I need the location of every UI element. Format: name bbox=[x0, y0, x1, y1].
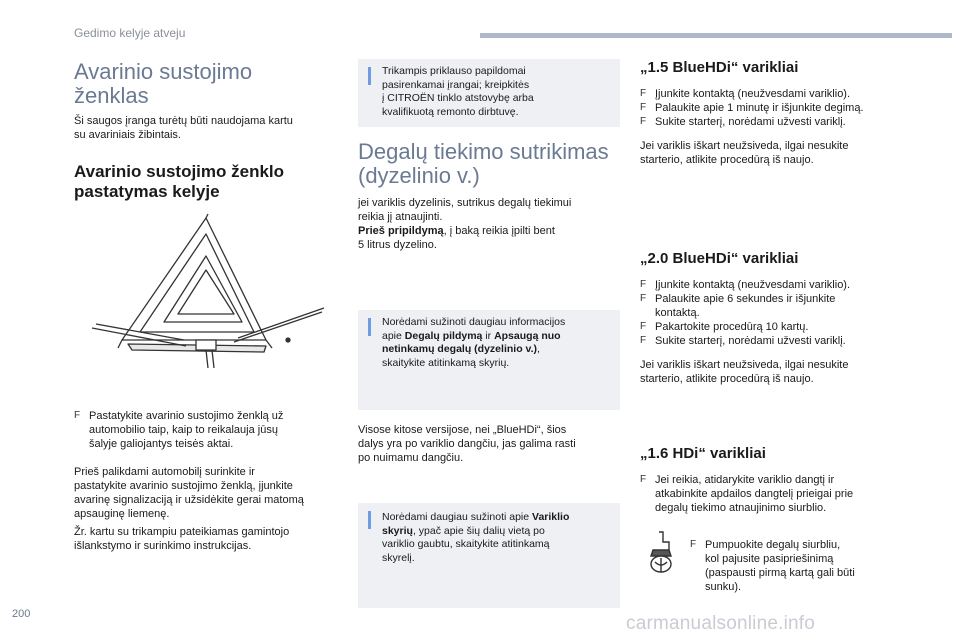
pump-hand-icon bbox=[643, 530, 679, 576]
paragraph-other-versions: Visose kitose versijose, nei „BlueHDi“, šios dalys yra po variklio dangčiu, jas galima rasti po nuimamu dangčiu. bbox=[358, 424, 576, 464]
fuel-supply-text: jei variklis dyzelinis, sutrikus degalų tiekimui reikia jį atnaujinti. Prieš pripildymą, į baką reikia įpilti bent 5 litrus dyzelino. bbox=[358, 197, 572, 251]
paragraph-before-leaving: Prieš palikdami automobilį surinkite ir pastatykite avarinio sustojimo ženklą, įjunkite avarinę signalizaciją ir užsidėkite gerai matomą apsauginę liemenę. bbox=[74, 466, 304, 520]
running-header: Gedimo kelyje atveju bbox=[74, 26, 186, 40]
note-marker bbox=[368, 511, 371, 529]
note-engine-compartment: Norėdami daugiau sužinoti apie Variklio skyrių, ypač apie šių dalių vietą po variklio gaubtu, skaitykite atitinkamą skyrelį. bbox=[358, 503, 620, 608]
section-title-warning-triangle: Avarinio sustojimo ženklas bbox=[74, 59, 253, 108]
list-20-bluehdi: F Įjunkite kontaktą (neužvesdami variklio). F Palaukite apie 6 sekundes ir išjunkite kontaktą. F Pakartokite procedūrą 10 kartų. F Sukite starterį, norėdami užvesti variklį. bbox=[640, 279, 851, 347]
note-refuelling: Norėdami sužinoti daugiau informacijos apie Degalų pildymą ir Apsaugą nuo netinkamų degalų (dyzelinio v.), skaitykite atitinkamą skyrių. bbox=[358, 310, 620, 410]
bullet-marker: F bbox=[74, 410, 81, 421]
heading-16-hdi: „1.6 HDi“ varikliai bbox=[640, 445, 766, 462]
intro-text: Ši saugos įranga turėtų būti naudojama kartu su avariniais žibintais. bbox=[74, 115, 293, 141]
note-optional-equipment: Trikampis priklauso papildomai pasirenkamai įrangai; kreipkitės į CITROËN tinklo atstovybę arba kvalifikuotą remonto dirbtuvę. bbox=[358, 59, 620, 127]
header-rule bbox=[480, 33, 952, 38]
subtitle-placing-triangle: Avarinio sustojimo ženklo pastatymas kelyje bbox=[74, 162, 285, 201]
triangle-bullet: F Pastatykite avarinio sustojimo ženklą už automobilio taip, kaip to reikalauja jūsų šalyje galiojantys teisės aktai. bbox=[74, 410, 284, 450]
heading-20-bluehdi: „2.0 BlueHDi“ varikliai bbox=[640, 250, 799, 267]
pump-instruction: F Pumpuokite degalų siurbliu, kol pajusite pasipriešinimą (paspausti pirmą kartą gali būti sunku). bbox=[690, 539, 855, 593]
paragraph-see-instructions: Žr. kartu su trikampiu pateikiamas gamintojo išlankstymo ir surinkimo instrukcijas. bbox=[74, 526, 290, 552]
para-15-bluehdi: Jei variklis iškart neužsiveda, ilgai nesukite starterio, atlikite procedūrą iš naujo. bbox=[640, 140, 849, 166]
list-16-hdi: F Jei reikia, atidarykite variklio dangtį ir atkabinkite apdailos dangtelį prieigai prie degalų tiekimo atnaujinimo siurblio. bbox=[640, 474, 854, 514]
warning-triangle-illustration bbox=[88, 212, 330, 372]
watermark: carmanualsonline.info bbox=[626, 613, 816, 634]
note-marker bbox=[368, 318, 371, 336]
para-20-bluehdi: Jei variklis iškart neužsiveda, ilgai nesukite starterio, atlikite procedūrą iš naujo. bbox=[640, 359, 849, 385]
list-15-bluehdi: F Įjunkite kontaktą (neužvesdami variklio). F Palaukite apie 1 minutę ir išjunkite degimą. F Sukite starterį, norėdami užvesti variklį. bbox=[640, 88, 864, 128]
note-marker bbox=[368, 67, 371, 85]
page-number: 200 bbox=[12, 608, 31, 620]
heading-15-bluehdi: „1.5 BlueHDi“ varikliai bbox=[640, 59, 799, 76]
section-title-fuel-supply: Degalų tiekimo sutrikimas (dyzelinio v.) bbox=[358, 139, 609, 188]
